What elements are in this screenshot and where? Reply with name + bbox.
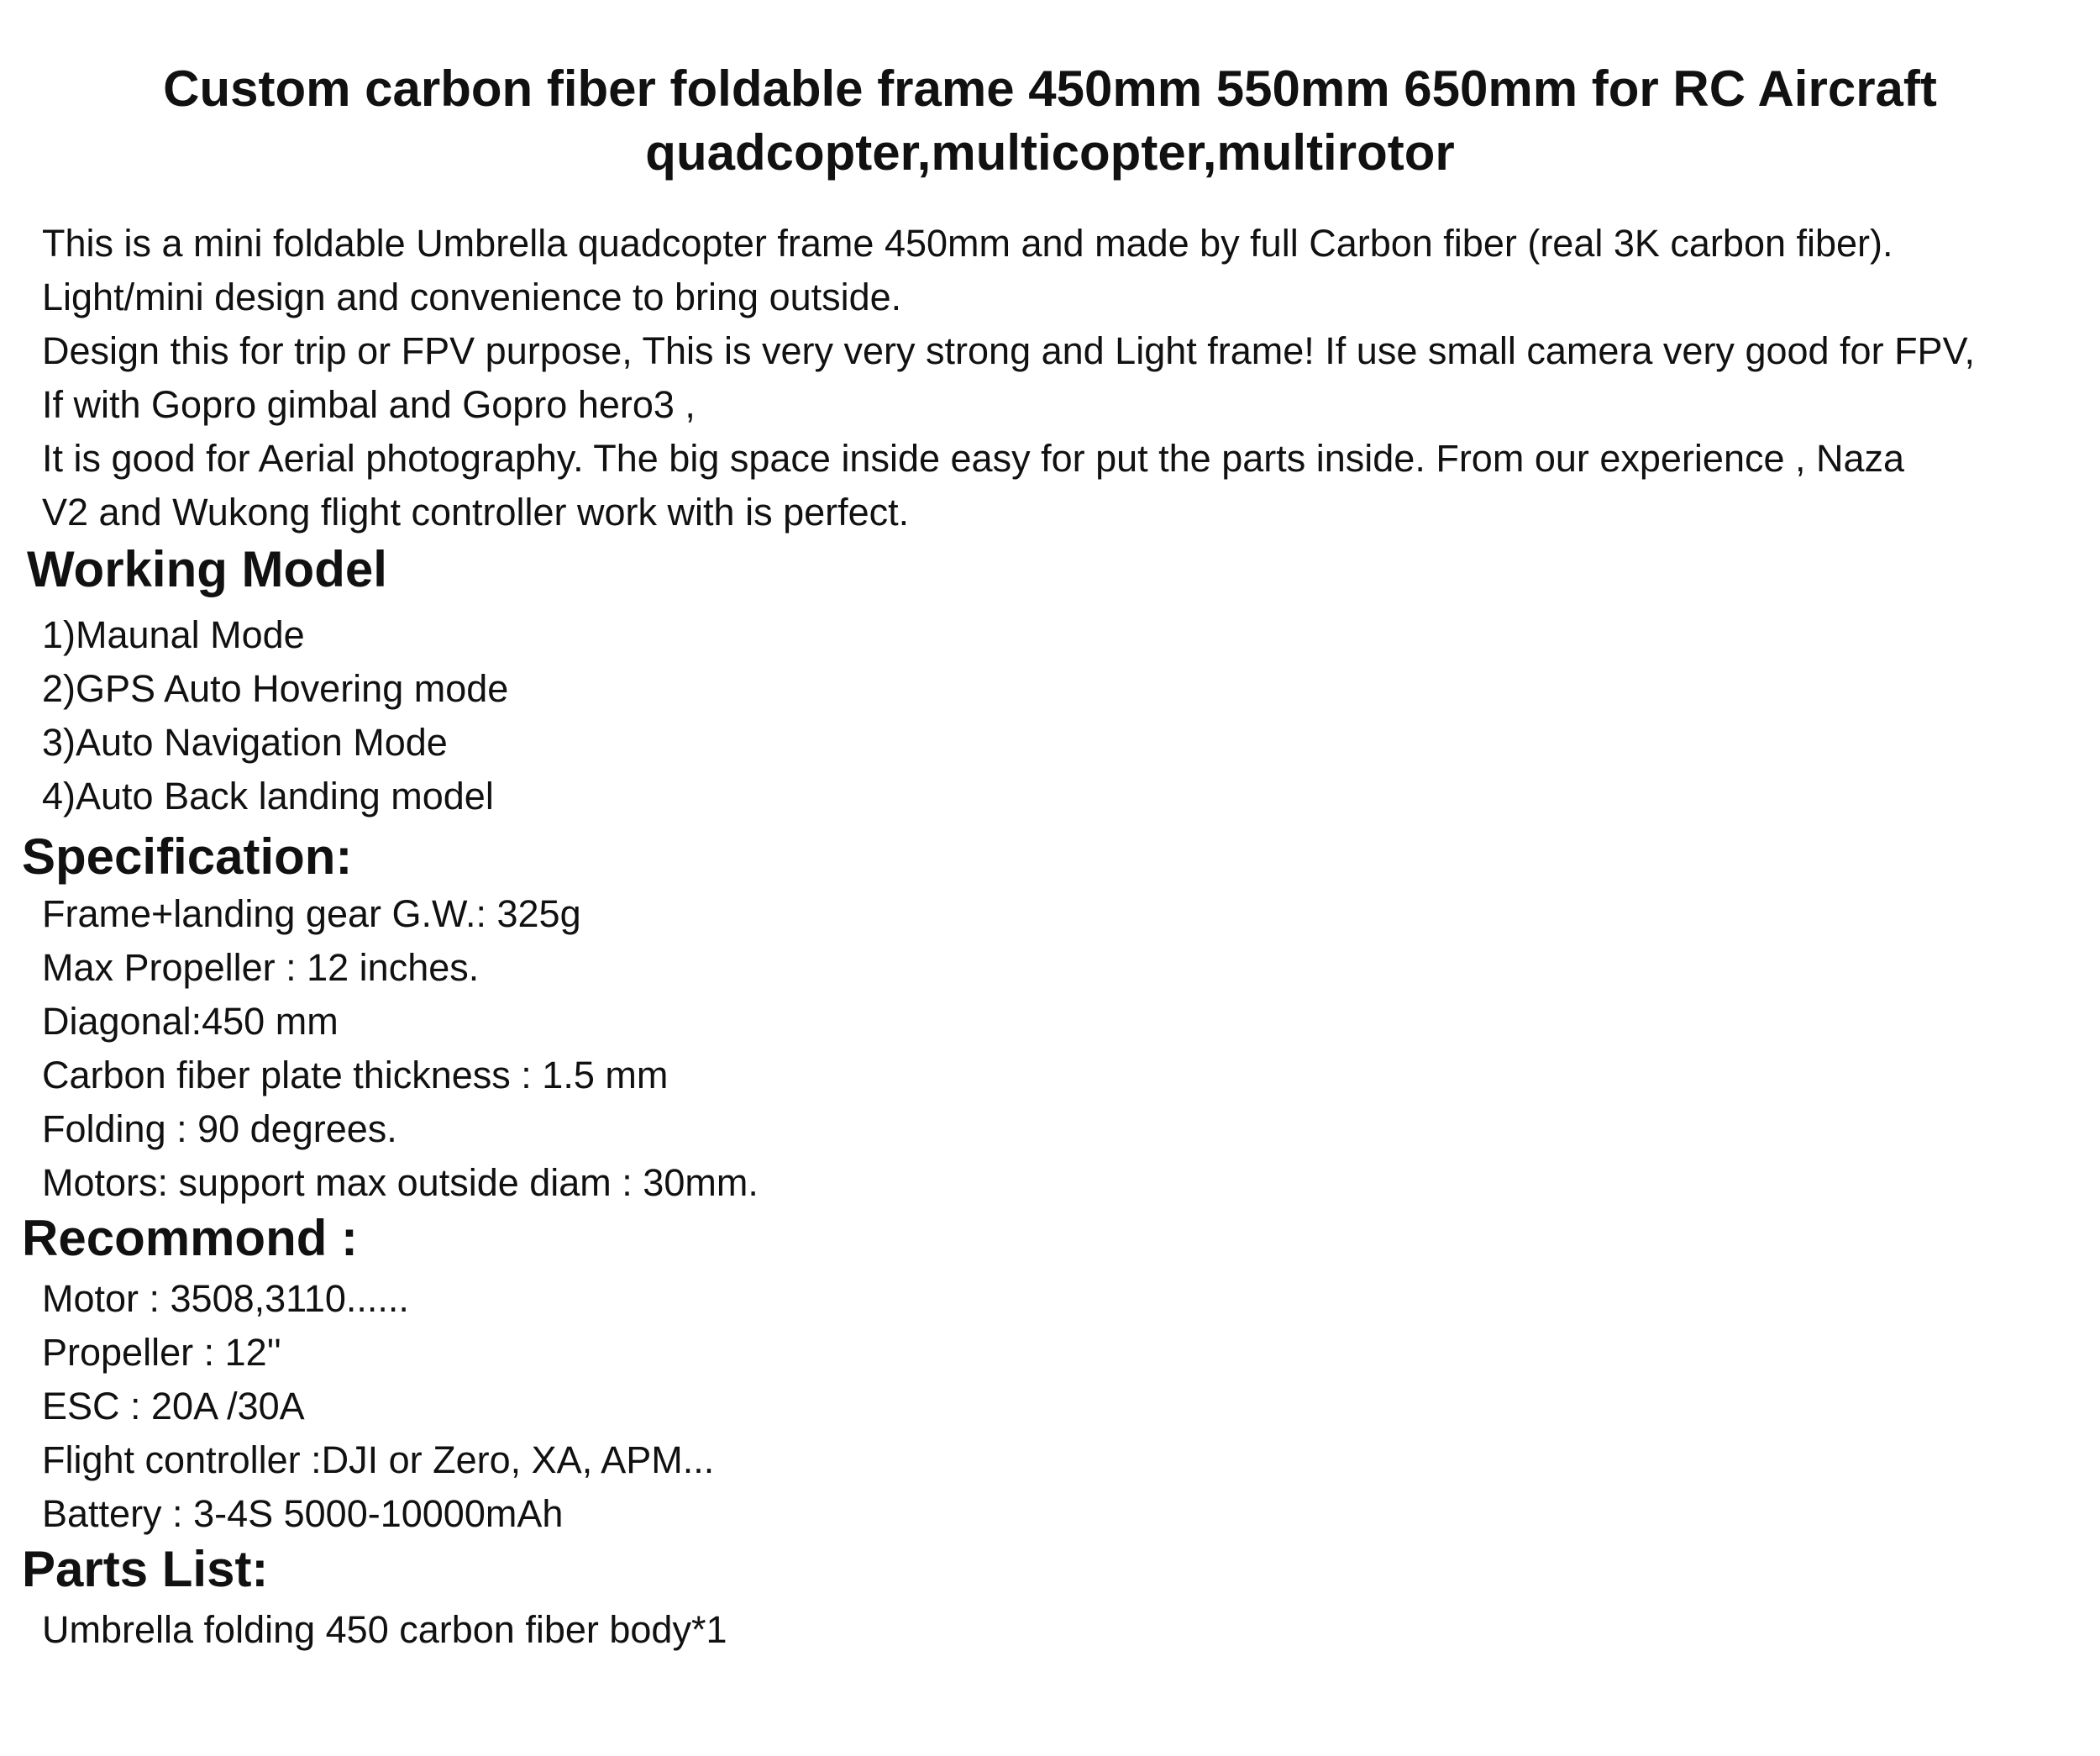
list-item: Motors: support max outside diam : 30mm.: [42, 1161, 759, 1204]
list-item: Motor : 3508,3110......: [42, 1277, 409, 1320]
list-item: 2)GPS Auto Hovering mode: [42, 667, 509, 710]
intro-line: Design this for trip or FPV purpose, This is very very strong and Light frame! If use small camera very good for FPV,: [42, 329, 1975, 372]
intro-line: V2 and Wukong flight controller work with is perfect.: [42, 491, 910, 534]
list-item: 4)Auto Back landing model: [42, 775, 494, 818]
recommond-heading: Recommond :: [22, 1210, 359, 1266]
working-model-list: [42, 608, 508, 823]
intro-line: This is a mini foldable Umbrella quadcopter frame 450mm and made by full Carbon fiber (real 3K carbon fiber).: [42, 222, 1893, 265]
recommond-list: [42, 1272, 714, 1541]
intro-line: It is good for Aerial photography. The big space inside easy for put the parts inside. From our experience , Naza: [42, 437, 1905, 480]
list-item: Frame+landing gear G.W.: 325g: [42, 892, 581, 935]
list-item: ESC : 20A /30A: [42, 1385, 305, 1427]
intro-paragraph: [42, 217, 2075, 539]
parts-list-heading: Parts List:: [22, 1541, 269, 1597]
list-item: 3)Auto Navigation Mode: [42, 721, 448, 764]
list-item: Propeller : 12'': [42, 1331, 281, 1374]
specification-list: [42, 887, 759, 1210]
list-item: Battery : 3-4S 5000-10000mAh: [42, 1492, 564, 1535]
list-item: Umbrella folding 450 carbon fiber body*1: [42, 1608, 727, 1651]
title-line-1: Custom carbon fiber foldable frame 450mm 550mm 650mm for RC Aircraft: [163, 60, 1937, 117]
list-item: Flight controller :DJI or Zero, XA, APM...: [42, 1438, 715, 1481]
working-model-heading: Working Model: [27, 541, 387, 597]
list-item: Carbon fiber plate thickness : 1.5 mm: [42, 1054, 669, 1096]
title-line-2: quadcopter,multicopter,multirotor: [645, 124, 1455, 181]
intro-line: Light/mini design and convenience to bring outside.: [42, 276, 902, 318]
list-item: Diagonal:450 mm: [42, 1000, 339, 1043]
list-item: Folding : 90 degrees.: [42, 1107, 397, 1150]
intro-line: If with Gopro gimbal and Gopro hero3 ,: [42, 383, 696, 426]
page-title: [0, 57, 2100, 185]
parts-list: [42, 1603, 727, 1657]
list-item: 1)Maunal Mode: [42, 613, 305, 656]
list-item: Max Propeller : 12 inches.: [42, 946, 480, 989]
specification-heading: Specification:: [22, 828, 353, 885]
